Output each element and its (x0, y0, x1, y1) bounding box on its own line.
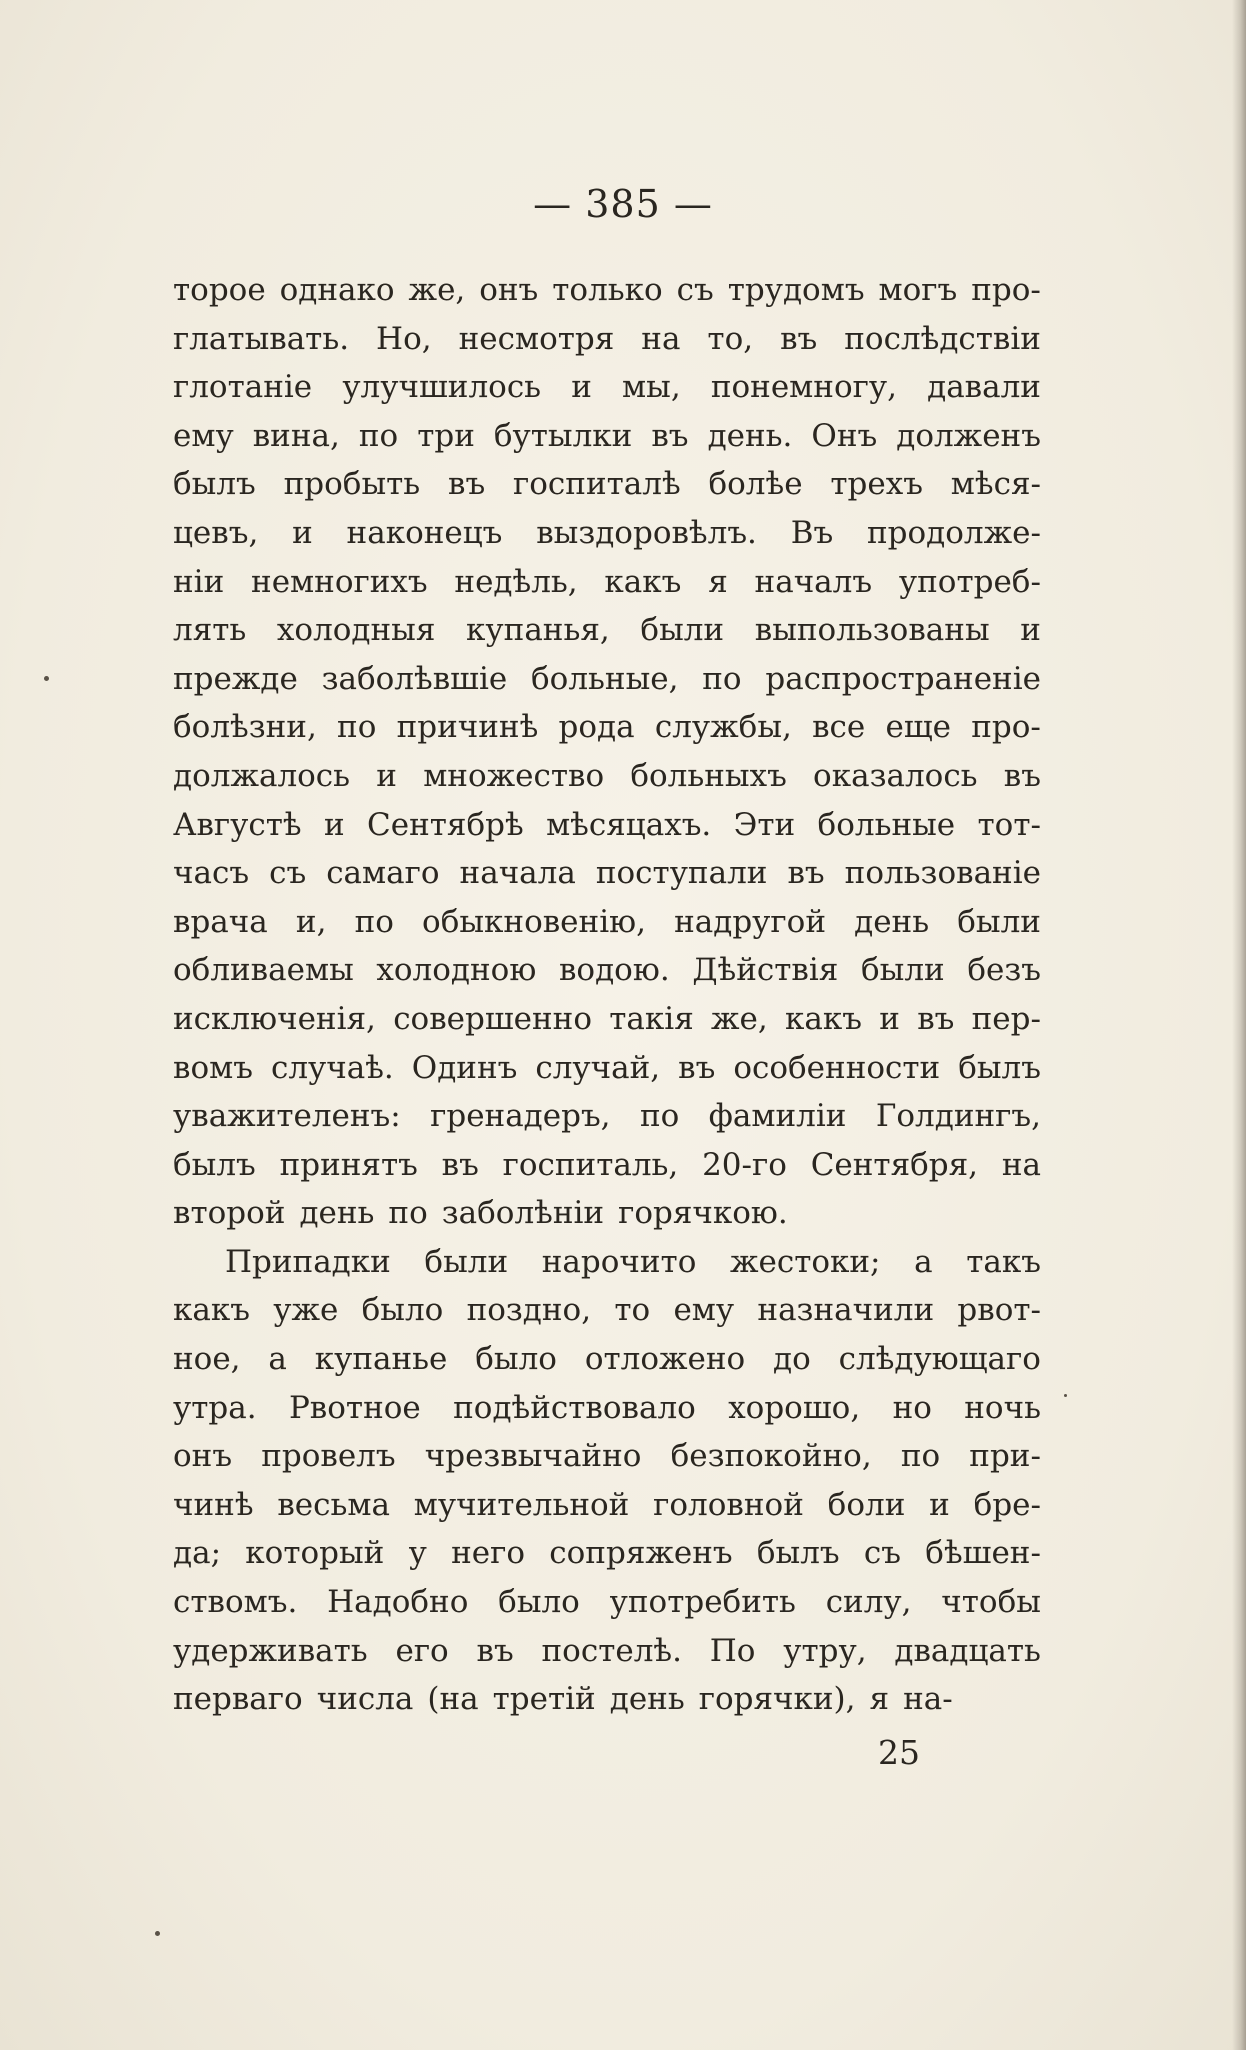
word: перваго (173, 1681, 303, 1718)
word: чрезвычайно (424, 1438, 642, 1475)
text-line (173, 1384, 1041, 1433)
word: послѣдствіи (844, 320, 1041, 357)
word: и (929, 1486, 950, 1523)
word: день (854, 903, 930, 940)
word: нарочито (541, 1243, 697, 1280)
word: сопряженъ (549, 1535, 733, 1572)
word: назначили (757, 1292, 935, 1329)
word: а (914, 1243, 933, 1280)
word: распространеніе (765, 660, 1041, 697)
word: выздоровѣлъ. (536, 514, 757, 551)
word: по (639, 1098, 680, 1135)
word: ніи (173, 563, 225, 600)
word: головной (653, 1486, 804, 1523)
word: цевъ, (173, 514, 259, 551)
word: день (299, 1195, 375, 1232)
word: продолже- (866, 514, 1041, 551)
word: бѣшен- (925, 1535, 1041, 1572)
word: болѣзни, (173, 709, 317, 746)
word: безъ (967, 952, 1041, 989)
paper-speck (155, 1931, 160, 1936)
word: выпользованы (754, 612, 990, 649)
word: постелѣ. (541, 1632, 682, 1669)
word: ствомъ. (173, 1584, 298, 1621)
word: обливаемы (173, 952, 354, 989)
word: боли (827, 1486, 906, 1523)
word: купанье (314, 1341, 448, 1378)
word: съ (269, 855, 307, 892)
word: заболѣвшіе (321, 660, 508, 697)
word: Одинъ (411, 1049, 518, 1086)
word: ночь (964, 1389, 1041, 1426)
word: горячкою. (618, 1195, 788, 1232)
word: я (708, 563, 728, 600)
text-line (173, 1092, 1041, 1141)
word: немногихъ (251, 563, 428, 600)
word: были (957, 903, 1041, 940)
word: Надобно (327, 1584, 469, 1621)
word: Дѣйствія (692, 952, 839, 989)
word: на (641, 320, 681, 357)
word: несмотря (458, 320, 615, 357)
word: въ (787, 855, 825, 892)
text-line (173, 849, 1041, 898)
word: оказалось (813, 757, 978, 794)
word: были (424, 1243, 509, 1280)
word: его (395, 1632, 449, 1669)
word: мучительной (413, 1486, 630, 1523)
word: больные (817, 806, 956, 843)
word: въ (441, 1146, 479, 1183)
word: были (861, 952, 945, 989)
word: въ (917, 1000, 955, 1037)
word: въ (651, 417, 689, 454)
word: Онъ (811, 417, 878, 454)
word: особенности (733, 1049, 941, 1086)
word: больные, (531, 660, 679, 697)
word: Сентября, (810, 1146, 979, 1183)
page-edge-shadow (1232, 0, 1246, 2050)
word: я (869, 1681, 890, 1718)
word: водою. (558, 952, 670, 989)
paper-speck (44, 676, 49, 681)
word: холодною (376, 952, 537, 989)
word: же, (408, 272, 466, 308)
word: въ (448, 466, 486, 503)
word: провелъ (261, 1438, 396, 1475)
word: горячки), (698, 1681, 856, 1718)
word: по (337, 709, 377, 746)
word: про- (971, 709, 1041, 746)
word: Но, (376, 320, 432, 357)
word: онъ (173, 1438, 233, 1475)
word: понемногу, (710, 369, 897, 406)
word: былъ (756, 1535, 840, 1572)
word: да; (173, 1535, 222, 1572)
word: глатывать. (173, 320, 350, 357)
word: пер- (971, 1000, 1041, 1037)
word: и, (295, 903, 327, 940)
word: 20-го (702, 1146, 787, 1183)
word: безпокойно, (670, 1438, 872, 1475)
word: по (388, 1195, 428, 1232)
word: былъ (958, 1049, 1041, 1086)
word: множество (423, 757, 605, 794)
word: третій (492, 1681, 596, 1718)
word: трехъ (830, 466, 923, 503)
word: ему (673, 1292, 735, 1329)
text-line (173, 1432, 1041, 1481)
word: утра. (173, 1389, 257, 1426)
text-line (173, 1578, 1041, 1627)
word: вина, (252, 417, 340, 454)
signature-mark: 25 (878, 1733, 920, 1772)
word: отложено (584, 1341, 746, 1378)
text-line (173, 509, 1041, 558)
word: а (268, 1341, 287, 1378)
word: причинѣ (396, 709, 539, 746)
word: числа (316, 1681, 414, 1718)
text-line (173, 315, 1041, 364)
text-line (173, 558, 1041, 607)
word: Рвотное (288, 1389, 421, 1426)
word: холодныя (276, 612, 436, 649)
word: должалось (173, 757, 351, 794)
word: прежде (173, 660, 298, 697)
word: то (614, 1292, 651, 1329)
text-line (173, 655, 1041, 704)
word: Припадки (225, 1243, 391, 1280)
word: мы, (622, 369, 681, 406)
word: по (354, 903, 394, 940)
word: и (324, 806, 345, 843)
word: поступали (595, 855, 768, 892)
word: надругой (674, 903, 826, 940)
word: по (358, 417, 399, 454)
text-line (173, 460, 1041, 509)
word: лять (173, 612, 247, 649)
word: тот- (977, 806, 1041, 843)
word: такъ (966, 1243, 1041, 1280)
word: уже (273, 1292, 339, 1329)
word: торое (173, 272, 266, 308)
word: Эти (733, 806, 796, 843)
word: удерживать (173, 1632, 368, 1669)
word: обыкновенію, (422, 903, 646, 940)
word: По (709, 1632, 756, 1669)
word: и (879, 1000, 900, 1037)
word: про- (971, 272, 1041, 308)
word: двадцать (894, 1632, 1041, 1669)
word: второй (173, 1195, 286, 1232)
word: наконецъ (346, 514, 503, 551)
word: то, (707, 320, 754, 357)
word: употреб- (898, 563, 1041, 600)
text-line (173, 412, 1041, 461)
word: больныхъ (630, 757, 787, 794)
word: Въ (790, 514, 834, 551)
text-line (173, 1335, 1041, 1384)
text-line (173, 1044, 1041, 1093)
text-line (173, 1481, 1041, 1530)
word: (на (427, 1681, 479, 1718)
word: какъ (604, 563, 682, 600)
word: трудомъ (727, 272, 865, 308)
text-line (173, 1286, 1041, 1335)
text-line (173, 363, 1041, 412)
word: долженъ (896, 417, 1041, 454)
word: уважителенъ: (173, 1098, 401, 1135)
text-line (173, 1189, 1041, 1238)
text-line (173, 1675, 1041, 1724)
word: бутылки (493, 417, 633, 454)
word: часъ (173, 855, 250, 892)
word: но (892, 1389, 932, 1426)
paper-speck (1064, 1394, 1067, 1397)
word: совершенно (393, 1000, 593, 1037)
word: и (571, 369, 592, 406)
body-text (173, 266, 1041, 1724)
text-line (173, 606, 1041, 655)
word: Августѣ (173, 806, 302, 843)
word: началъ (754, 563, 873, 600)
text-line (173, 898, 1041, 947)
word: и (1020, 612, 1041, 649)
word: еще (885, 709, 952, 746)
word: три (417, 417, 475, 454)
word: бре- (973, 1486, 1041, 1523)
word: мѣсяцахъ. (546, 806, 712, 843)
word: день (609, 1681, 685, 1718)
text-line (173, 1627, 1041, 1676)
word: купанья, (466, 612, 610, 649)
word: весьма (277, 1486, 390, 1523)
word: хорошо, (728, 1389, 861, 1426)
word: у (408, 1535, 427, 1572)
word: день. (707, 417, 793, 454)
text-line (173, 266, 1041, 315)
word: госпиталѣ (513, 466, 681, 503)
word: поздно, (466, 1292, 592, 1329)
word: утру, (783, 1632, 867, 1669)
word: рода (558, 709, 635, 746)
word: въ (780, 320, 818, 357)
word: могъ (878, 272, 958, 308)
word: пробыть (283, 466, 421, 503)
word: случаѣ. (270, 1049, 394, 1086)
word: слѣдующаго (838, 1341, 1041, 1378)
word: какъ (173, 1292, 250, 1329)
word: по (900, 1438, 941, 1475)
text-line (173, 995, 1041, 1044)
word: все (812, 709, 866, 746)
word: давали (927, 369, 1041, 406)
text-line (173, 1141, 1041, 1190)
word: и (376, 757, 397, 794)
word: употребить (609, 1584, 796, 1621)
word: на- (903, 1681, 953, 1718)
word: него (451, 1535, 526, 1572)
word: рвот- (957, 1292, 1041, 1329)
word: было (475, 1341, 557, 1378)
word: же, (711, 1000, 768, 1037)
word: съ (676, 272, 714, 308)
text-line (173, 703, 1041, 752)
word: чинѣ (173, 1486, 254, 1523)
word: глотаніе (173, 369, 313, 406)
word: начала (459, 855, 576, 892)
word: было (498, 1584, 580, 1621)
word: съ (863, 1535, 902, 1572)
word: госпиталь, (502, 1146, 679, 1183)
word: только (552, 272, 663, 308)
text-line (173, 1529, 1041, 1578)
word: вомъ (173, 1049, 253, 1086)
word: ему (173, 417, 234, 454)
word: мѣся- (950, 466, 1041, 503)
word: въ (678, 1049, 716, 1086)
word: случай, (535, 1049, 661, 1086)
word: въ (476, 1632, 514, 1669)
word: принятъ (279, 1146, 418, 1183)
text-line (173, 801, 1041, 850)
word: силу, (825, 1584, 912, 1621)
word: который (245, 1535, 385, 1572)
word: пользованіе (844, 855, 1041, 892)
word: заболѣніи (441, 1195, 605, 1232)
word: онъ (479, 272, 539, 308)
word: исключенія, (173, 1000, 376, 1037)
word: фамиліи (708, 1098, 847, 1135)
text-line (173, 946, 1041, 995)
word: службы, (654, 709, 792, 746)
text-line (173, 752, 1041, 801)
word: былъ (173, 1146, 256, 1183)
word: и (292, 514, 313, 551)
word: однако (279, 272, 395, 308)
word: было (361, 1292, 444, 1329)
word: какъ (785, 1000, 862, 1037)
word: ное, (173, 1341, 241, 1378)
word: были (640, 612, 725, 649)
page-number: — 385 — (533, 182, 713, 226)
word: болѣе (708, 466, 803, 503)
word: до (773, 1341, 811, 1378)
word: на (1001, 1146, 1041, 1183)
word: жестоки; (729, 1243, 881, 1280)
word: при- (969, 1438, 1041, 1475)
word: подѣйствовало (453, 1389, 696, 1426)
word: самаго (326, 855, 440, 892)
word: Голдингъ, (875, 1098, 1041, 1135)
word: гренадеръ, (430, 1098, 611, 1135)
word: въ (1003, 757, 1041, 794)
word: по (702, 660, 742, 697)
word: врача (173, 903, 268, 940)
word: чтобы (941, 1584, 1041, 1621)
word: Сентябрѣ (367, 806, 524, 843)
word: недѣль, (454, 563, 578, 600)
word: былъ (173, 466, 256, 503)
text-line (173, 1238, 1041, 1287)
word: такія (609, 1000, 694, 1037)
word: улучшилось (342, 369, 542, 406)
